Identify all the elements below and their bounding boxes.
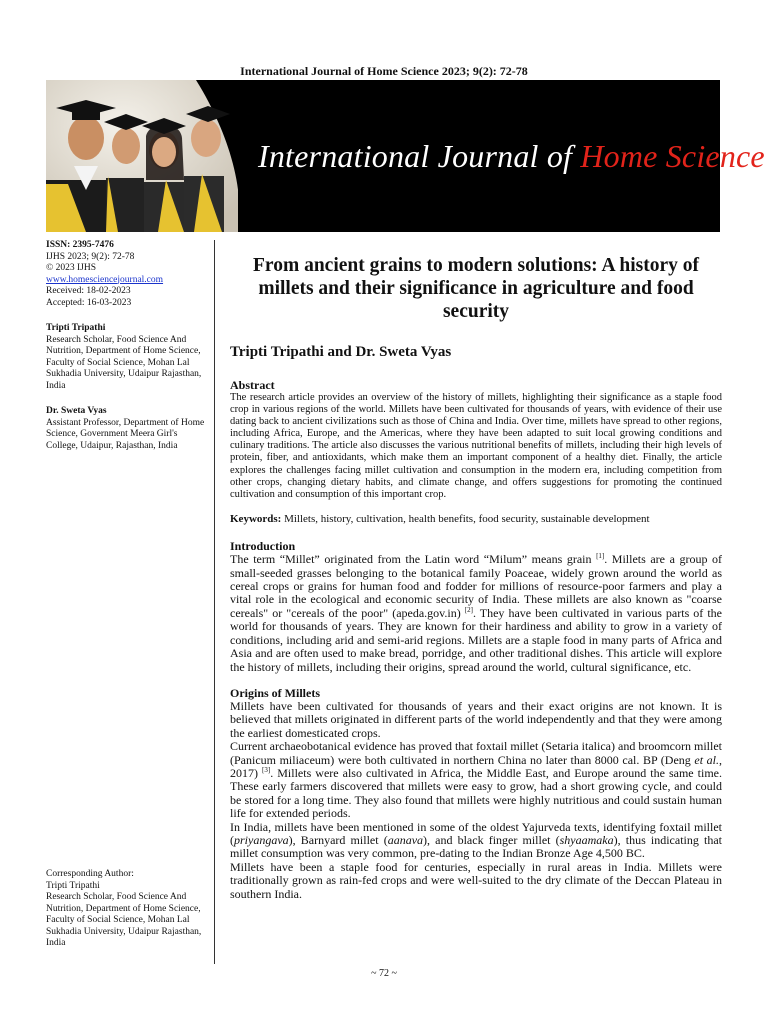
abstract-text: The research article provides an overview of the history of millets, highlighting their significance as a staple food crop in various regions of the world. Millets have been cultivated for thousands of years, with evidence of their use dating back to ancient civilizations such as those of China and India. Over time, millets have spread to other regions, including Africa, Europe, and the Americas, where they have been adapted to suit local growing conditions and culinary traditions. The article also discusses the various nutritional benefits of millets, including their high levels of protein, fiber, and antioxidants, which make them an important component of a healthy diet. Finally, the article explores the challenges facing millet cultivation and consumption in the modern era, including competition from other crops, changing dietary habits, and climate change, and offers suggestions for promoting the continued cultivation and consumption of this important crop. — [230, 392, 722, 500]
author-1-affiliation: Research Scholar, Food Science And Nutrition, Department of Home Science, Faculty of Social Science, Mohan Lal Sukhadia University, Udaipur Rajasthan, India — [46, 334, 202, 391]
article-sidebar — [46, 240, 206, 452]
journal-website-link[interactable]: www.homesciencejournal.com — [46, 274, 164, 285]
origins-paragraph-4: Millets have been a staple food for centuries, especially in rural areas in India. Millets were traditionally grown as rain-fed crops and were well-suited to the dry climate of the Deccan Plateau in southern India. — [230, 859, 722, 901]
article-title: From ancient grains to modern solutions: A history of millets and their significance in agriculture and food security — [253, 255, 699, 322]
author-1-block — [46, 323, 206, 392]
origins-paragraph-3: In India, millets have been mentioned in some of the oldest Yajurveda texts, identifying foxtail millet (priyangava), Barnyard millet (aanava), and black finger millet (shyaamaka), thus indicating that millet consumption was very common, pre-dating to the Indian Bronze Age 4,500 BC. — [230, 819, 722, 861]
reference-3[interactable]: [3] — [262, 765, 271, 774]
journal-banner — [46, 80, 765, 232]
abstract-section — [230, 379, 722, 501]
origins-paragraph-1: Millets have been cultivated for thousands of years and their exact origins are not known. It is believed that millets originated in different parts of the world independently and that they were among the earliest domesticated crops. — [230, 698, 722, 740]
author-2-name: Dr. Sweta Vyas — [46, 406, 107, 416]
copyright: © 2023 IJHS — [46, 263, 96, 273]
corresponding-author-label: Corresponding Author: — [46, 869, 134, 879]
author-2-block — [46, 406, 206, 452]
issn: ISSN: 2395-7476 — [46, 240, 114, 250]
received-date: Received: 18-02-2023 — [46, 286, 131, 296]
ijhs-citation: IJHS 2023; 9(2): 72-78 — [46, 251, 135, 262]
article-body — [230, 254, 722, 901]
corresponding-author-block — [46, 869, 206, 950]
origins-paragraph-2: Current archaeobotanical evidence has proved that foxtail millet (Setaria italica) and broomcorn millet (Panicum miliaceum) were both cultivated in northern China no later than 8000 cal. BP (Deng et al., 2017) [3]. Millets were also cultivated in Africa, the Middle East, and Europe around the same time. These early farmers discovered that millets were easy to grow, had a short growing cycle, and could be stored for a long time. They also found that millets were highly nutritious and could sustain human life for extended periods. — [230, 739, 722, 821]
reference-2[interactable]: [2] — [464, 605, 473, 614]
corresponding-author-name: Tripti Tripathi — [46, 880, 100, 891]
introduction-heading: Introduction — [230, 539, 296, 554]
corresponding-author-affiliation: Research Scholar, Food Science And Nutrition, Department of Home Science, Faculty of Social Science, Mohan Lal Sukhadia University, Udaipur Rajasthan, India — [46, 892, 202, 948]
column-divider — [214, 240, 215, 964]
article-authors: Tripti Tripathi and Dr. Sweta Vyas — [230, 344, 452, 360]
author-2-affiliation: Assistant Professor, Department of Home Science, Government Meera Girl's College, Udaipur, Rajasthan, India — [46, 417, 205, 451]
accepted-date: Accepted: 16-03-2023 — [46, 297, 132, 308]
page-number: ~ 72 ~ — [371, 968, 397, 979]
introduction-paragraph: The term “Millet” originated from the Latin word “Milum” means grain [1]. Millets are a group of small-seeded grasses belonging to the botanical family Poaceae, widely grown around the world as cereal crops or grains for human food and fodder for millions of resource-poor farmers and play a vital role in the ecological and economic security of India. These millets are also known as "coarse cereals" or "cereals of the poor" (apeda.gov.in) [2]. They have been cultivated in various parts of the world for thousands of years. They are known for their hardiness and ability to grow in a variety of conditions, including arid and semi-arid regions. Millets are a staple food in many parts of Africa and Asia and are often used to make bread, porridge, and other traditional dishes. This article will explore the history of millets, including their origins, spread around the world, cultural significance, etc. — [230, 552, 723, 674]
keywords-line: Keywords: Millets, history, cultivation, health benefits, food security, sustainable development — [230, 512, 650, 525]
reference-1[interactable]: [1] — [596, 552, 605, 561]
author-1-name: Tripti Tripathi — [46, 323, 106, 333]
origins-heading: Origins of Millets — [230, 685, 320, 700]
abstract-heading: Abstract — [230, 378, 275, 392]
banner-title: International Journal of Home Science — [258, 138, 765, 174]
graduates-photo — [46, 80, 238, 232]
journal-header: International Journal of Home Science 2023; 9(2): 72-78 — [240, 64, 528, 78]
